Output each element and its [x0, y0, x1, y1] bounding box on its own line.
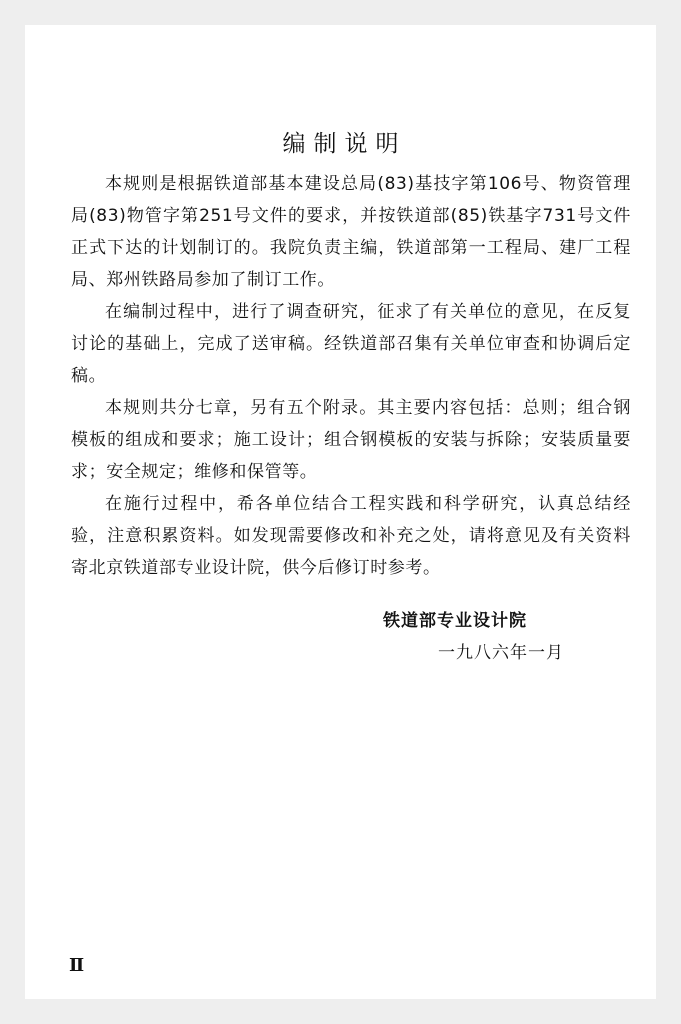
- page-number: Ⅱ: [69, 955, 85, 976]
- page-title: 编制说明: [282, 131, 407, 157]
- document-body: [71, 168, 631, 584]
- signature-date: 一九八六年一月: [438, 643, 564, 663]
- paragraph-2: 在编制过程中，进行了调查研究，征求了有关单位的意见，在反复讨论的基础上，完成了送审稿。经铁道部召集有关单位审查和协调后定稿。: [71, 302, 631, 386]
- document-page: [25, 25, 656, 999]
- paragraph-1: 本规则是根据铁道部基本建设总局(83)基技字第106号、物资管理局(83)物管字第251号文件的要求，并按铁道部(85)铁基字731号文件正式下达的计划制订的。我院负责主编，铁道部第一工程局、建厂工程局、郑州铁路局参加了制订工作。: [71, 174, 631, 290]
- paragraph-3: 本规则共分七章，另有五个附录。其主要内容包括：总则；组合钢模板的组成和要求；施工设计；组合钢模板的安装与拆除；安装质量要求；安全规定；维修和保管等。: [71, 398, 631, 482]
- paragraph-4: 在施行过程中，希各单位结合工程实践和科学研究，认真总结经验，注意积累资料。如发现需要修改和补充之处，请将意见及有关资料寄北京铁道部专业设计院，供今后修订时参考。: [71, 494, 631, 578]
- signature-organization: 铁道部专业设计院: [383, 611, 527, 631]
